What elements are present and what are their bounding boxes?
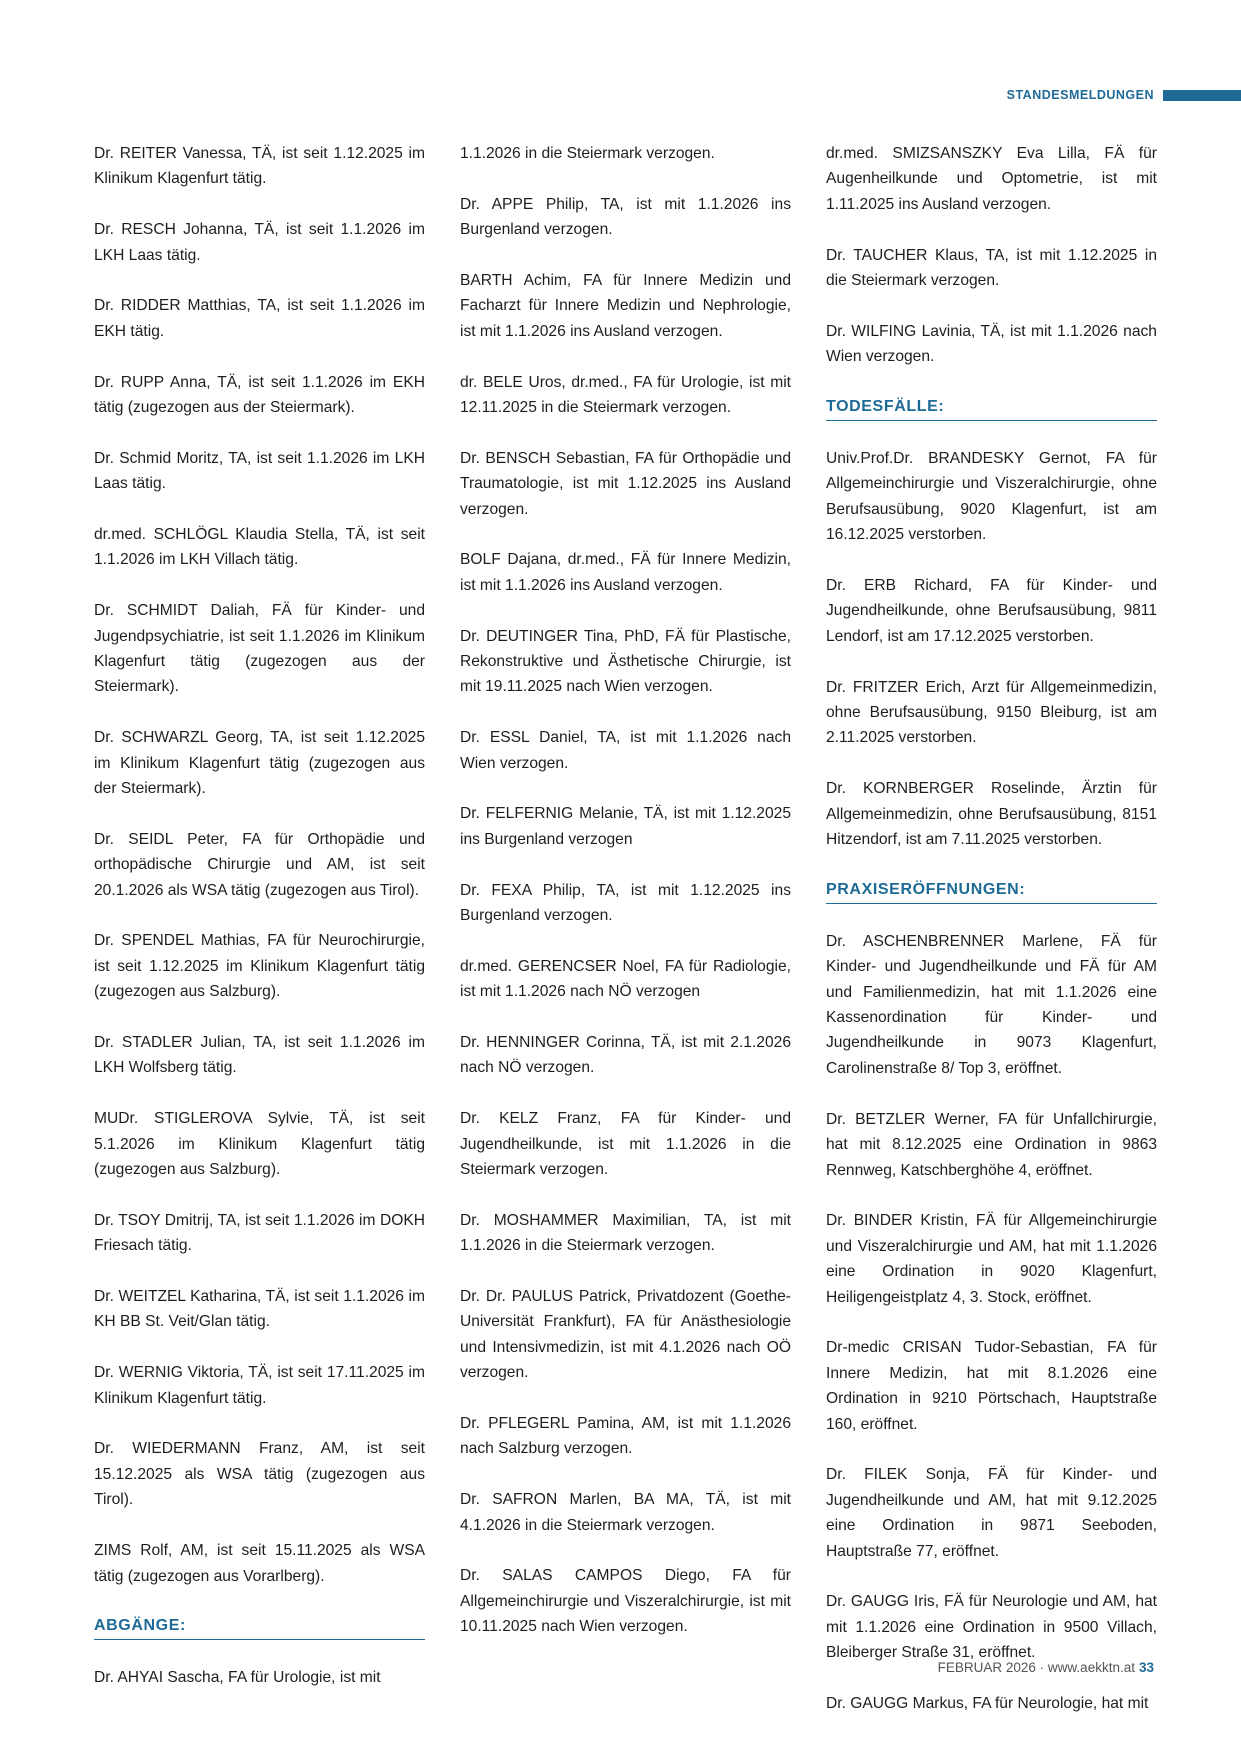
list-item: Dr. TAUCHER Klaus, TA, ist mit 1.12.2025 in die Steiermark verzogen.: [826, 246, 1157, 290]
list-item: Dr-medic CRISAN Tudor-Sebastian, FA für Innere Medizin, hat mit 8.1.2026 eine Ordination in 9210 Pörtschach, Hauptstraße 160, eröffnet.: [826, 1339, 1157, 1433]
list-item: Dr. TSOY Dmitrij, TA, ist seit 1.1.2026 im DOKH Friesach tätig.: [94, 1211, 425, 1255]
list-item: Dr. BINDER Kristin, FÄ für Allgemeinchirurgie und Viszeralchirurgie und AM, hat mit 1.1.2026 eine Ordination in 9020 Klagenfurt, Heiligengeistplatz 4, 3. Stock, eröffnet.: [826, 1212, 1157, 1306]
list-item: Dr. DEUTINGER Tina, PhD, FÄ für Plastische, Rekonstruktive und Ästhetische Chirurgie, ist mit 19.11.2025 nach Wien verzogen.: [460, 627, 791, 696]
list-item: Dr. APPE Philip, TA, ist mit 1.1.2026 ins Burgenland verzogen.: [460, 195, 791, 239]
list-item: Dr. FELFERNIG Melanie, TÄ, ist mit 1.12.2025 ins Burgenland verzogen: [460, 805, 791, 848]
list-item: Dr. ESSL Daniel, TA, ist mit 1.1.2026 nach Wien verzogen.: [460, 729, 791, 772]
list-item: Dr. GAUGG Iris, FÄ für Neurologie und AM, hat mit 1.1.2026 eine Ordination in 9500 Villach, Bleiberger Straße 31, eröffnet.: [826, 1593, 1157, 1662]
column-2: [460, 141, 791, 1665]
section-header-bar: [1163, 90, 1241, 101]
list-item: Dr. SPENDEL Mathias, FA für Neurochirurgie, ist seit 1.12.2025 im Klinikum Klagenfurt tätig (zugezogen aus Salzburg).: [94, 932, 425, 1001]
list-item: Dr. KELZ Franz, FA für Kinder- und Jugendheilkunde, ist mit 1.1.2026 in die Steiermark verzogen.: [460, 1110, 791, 1179]
list-item: Dr. Dr. PAULUS Patrick, Privatdozent (Goethe-Universität Frankfurt), FA für Anästhesiologie und Intensivmedizin, ist mit 4.1.2026 nach OÖ verzogen.: [460, 1288, 791, 1382]
list-item: Dr. Schmid Moritz, TA, ist seit 1.1.2026 im LKH Laas tätig.: [94, 449, 425, 493]
list-item: Dr. ERB Richard, FA für Kinder- und Jugendheilkunde, ohne Berufsausübung, 9811 Lendorf, ist am 17.12.2025 verstorben.: [826, 577, 1157, 645]
list-item: Dr. FILEK Sonja, FÄ für Kinder- und Jugendheilkunde und AM, hat mit 9.12.2025 eine Ordination in 9871 Seeboden, Hauptstraße 77, eröffnet.: [826, 1466, 1157, 1560]
footer-text: FEBRUAR 2026 · www.aekktn.at: [937, 1660, 1135, 1675]
list-item: Dr. WERNIG Viktoria, TÄ, ist seit 17.11.2025 im Klinikum Klagenfurt tätig.: [94, 1364, 425, 1407]
list-item: dr. BELE Uros, dr.med., FA für Urologie, ist mit 12.11.2025 in die Steiermark verzogen.: [460, 373, 791, 417]
heading-abgaenge: ABGÄNGE:: [94, 1614, 425, 1640]
list-item: Dr. WEITZEL Katharina, TÄ, ist seit 1.1.2026 im KH BB St. Veit/Glan tätig.: [94, 1288, 425, 1331]
list-item: Dr. HENNINGER Corinna, TÄ, ist mit 2.1.2026 nach NÖ verzogen.: [460, 1034, 791, 1077]
list-item: Dr. PFLEGERL Pamina, AM, ist mit 1.1.2026 nach Salzburg verzogen.: [460, 1415, 791, 1458]
list-item: Dr. KORNBERGER Roselinde, Ärztin für Allgemeinmedizin, ohne Berufsausübung, 8151 Hitzendorf, ist am 7.11.2025 verstorben.: [826, 780, 1157, 849]
column-1: [94, 141, 425, 1716]
heading-praxiseroeffnungen: PRAXISERÖFFNUNGEN:: [826, 878, 1157, 904]
list-item: Dr. WILFING Lavinia, TÄ, ist mit 1.1.2026 nach Wien verzogen.: [826, 322, 1157, 366]
list-item: Dr. STADLER Julian, TA, ist seit 1.1.2026 im LKH Wolfsberg tätig.: [94, 1034, 425, 1077]
list-item: MUDr. STIGLEROVA Sylvie, TÄ, ist seit 5.1.2026 im Klinikum Klagenfurt tätig (zugezogen aus Salzburg).: [94, 1110, 425, 1179]
list-item: Dr. FEXA Philip, TA, ist mit 1.12.2025 ins Burgenland verzogen.: [460, 881, 791, 925]
section-header-label: STANDESMELDUNGEN: [1006, 88, 1154, 102]
list-item: Dr. ASCHENBRENNER Marlene, FÄ für Kinder- und Jugendheilkunde und FÄ für AM und Familienmedizin, hat mit 1.1.2026 eine Kassenordination für Kinder- und Jugendheilkunde in 9073 Klagenfurt, Carolinenstraße 8/ Top 3, eröffnet.: [826, 932, 1157, 1077]
list-item: Dr. SCHWARZL Georg, TA, ist seit 1.12.2025 im Klinikum Klagenfurt tätig (zugezogen aus der Steiermark).: [94, 729, 425, 798]
list-item: Dr. REITER Vanessa, TÄ, ist seit 1.12.2025 im Klinikum Klagenfurt tätig.: [94, 145, 425, 188]
page-footer: [938, 1660, 1154, 1675]
list-item: Dr. AHYAI Sascha, FA für Urologie, ist mit: [94, 1669, 381, 1687]
list-item: Dr. SEIDL Peter, FA für Orthopädie und orthopädische Chirurgie und AM, ist seit 20.1.2026 als WSA tätig (zugezogen aus Tirol).: [94, 830, 425, 899]
list-item: Dr. SALAS CAMPOS Diego, FA für Allgemeinchirurgie und Viszeralchirurgie, ist mit 10.11.2025 nach Wien verzogen.: [460, 1567, 791, 1636]
column-3: [826, 141, 1157, 1742]
list-item: dr.med. SMIZSANSZKY Eva Lilla, FÄ für Augenheilkunde und Optometrie, ist mit 1.11.2025 ins Ausland verzogen.: [826, 145, 1157, 213]
list-item: Dr. MOSHAMMER Maximilian, TA, ist mit 1.1.2026 in die Steiermark verzogen.: [460, 1211, 791, 1255]
heading-todesfaelle: TODESFÄLLE:: [826, 395, 1157, 421]
list-item: Dr. SAFRON Marlen, BA MA, TÄ, ist mit 4.1.2026 in die Steiermark verzogen.: [460, 1491, 791, 1534]
list-item: Dr. BETZLER Werner, FA für Unfallchirurgie, hat mit 8.12.2025 eine Ordination in 9863 Rennweg, Katschberghöhe 4, eröffnet.: [826, 1110, 1157, 1179]
list-item: ZIMS Rolf, AM, ist seit 15.11.2025 als WSA tätig (zugezogen aus Vorarlberg).: [94, 1542, 425, 1585]
list-item: Dr. WIEDERMANN Franz, AM, ist seit 15.12.2025 als WSA tätig (zugezogen aus Tirol).: [94, 1440, 425, 1509]
list-item: Dr. SCHMIDT Daliah, FÄ für Kinder- und Jugendpsychiatrie, ist seit 1.1.2026 im Klinikum Klagenfurt tätig (zugezogen aus der Steiermark).: [94, 602, 425, 696]
list-item: Dr. RESCH Johanna, TÄ, ist seit 1.1.2026 im LKH Laas tätig.: [94, 221, 425, 264]
list-item: dr.med. GERENCSER Noel, FA für Radiologie, ist mit 1.1.2026 nach NÖ verzogen: [460, 957, 791, 1001]
list-item: Dr. RIDDER Matthias, TA, ist seit 1.1.2026 im EKH tätig.: [94, 297, 425, 340]
page-number: 33: [1138, 1660, 1154, 1675]
list-item: BOLF Dajana, dr.med., FÄ für Innere Medizin, ist mit 1.1.2026 ins Ausland verzogen.: [460, 551, 791, 594]
list-item: dr.med. SCHLÖGL Klaudia Stella, TÄ, ist seit 1.1.2026 im LKH Villach tätig.: [94, 526, 425, 569]
list-item: Dr. GAUGG Markus, FA für Neurologie, hat mit: [826, 1694, 1149, 1712]
list-item: Dr. FRITZER Erich, Arzt für Allgemeinmedizin, ohne Berufsausübung, 9150 Bleiburg, ist am 2.11.2025 verstorben.: [826, 678, 1157, 747]
list-item: 1.1.2026 in die Steiermark verzogen.: [460, 145, 715, 162]
list-item: Univ.Prof.Dr. BRANDESKY Gernot, FA für Allgemeinchirurgie und Viszeralchirurgie, ohne Berufsausübung, 9020 Klagenfurt, ist am 16.12.2025 verstorben.: [826, 450, 1157, 544]
list-item: BARTH Achim, FA für Innere Medizin und Facharzt für Innere Medizin und Nephrologie, ist mit 1.1.2026 ins Ausland verzogen.: [460, 272, 791, 340]
list-item: Dr. RUPP Anna, TÄ, ist seit 1.1.2026 im EKH tätig (zugezogen aus der Steiermark).: [94, 373, 425, 417]
section-header: [1007, 87, 1241, 103]
list-item: Dr. BENSCH Sebastian, FA für Orthopädie und Traumatologie, ist mit 1.12.2025 ins Ausland verzogen.: [460, 449, 791, 518]
